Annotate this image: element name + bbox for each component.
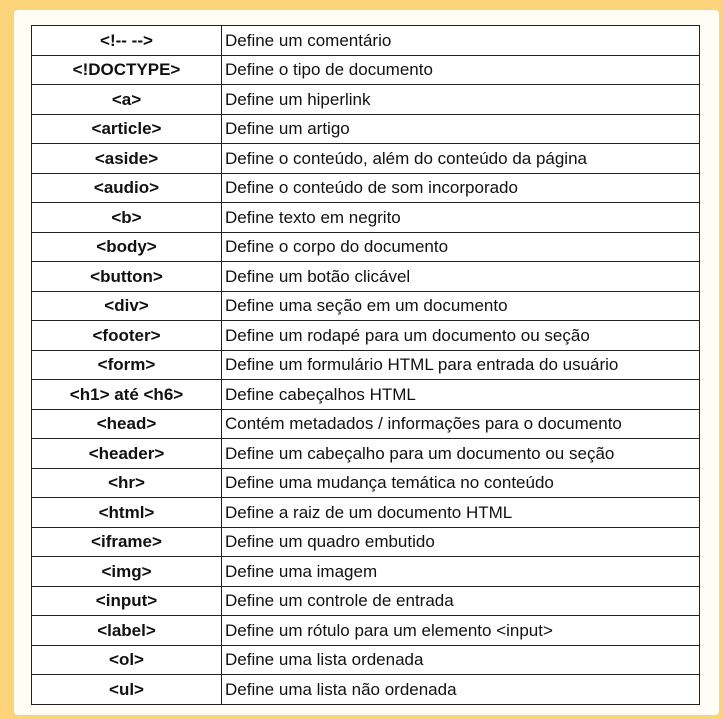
description-cell: Define um controle de entrada: [222, 586, 700, 616]
tag-cell: <label>: [32, 616, 222, 646]
table-row: [32, 409, 700, 439]
tag-cell: <input>: [32, 586, 222, 616]
html-tags-table: [31, 25, 700, 705]
description-cell: Define o tipo de documento: [222, 55, 700, 85]
tag-cell: <body>: [32, 232, 222, 262]
table-row: [32, 645, 700, 675]
table-row: [32, 498, 700, 528]
table-row: [32, 262, 700, 292]
tag-cell: <a>: [32, 85, 222, 115]
description-cell: Define uma seção em um documento: [222, 291, 700, 321]
table-row: [32, 232, 700, 262]
description-cell: Define um cabeçalho para um documento ou seção: [222, 439, 700, 469]
description-cell: Contém metadados / informações para o documento: [222, 409, 700, 439]
description-cell: Define uma mudança temática no conteúdo: [222, 468, 700, 498]
description-cell: Define cabeçalhos HTML: [222, 380, 700, 410]
description-cell: Define a raiz de um documento HTML: [222, 498, 700, 528]
table-row: [32, 55, 700, 85]
tag-cell: <ol>: [32, 645, 222, 675]
tag-cell: <audio>: [32, 173, 222, 203]
tag-cell: <header>: [32, 439, 222, 469]
description-cell: Define um formulário HTML para entrada do usuário: [222, 350, 700, 380]
table-row: [32, 380, 700, 410]
description-cell: Define texto em negrito: [222, 203, 700, 233]
tag-cell: <div>: [32, 291, 222, 321]
table-row: [32, 586, 700, 616]
tag-cell: <iframe>: [32, 527, 222, 557]
table-row: [32, 291, 700, 321]
tag-cell: <h1> até <h6>: [32, 380, 222, 410]
tag-cell: <!-- -->: [32, 26, 222, 56]
table-row: [32, 26, 700, 56]
description-cell: Define um artigo: [222, 114, 700, 144]
description-cell: Define o conteúdo, além do conteúdo da página: [222, 144, 700, 174]
table-row: [32, 557, 700, 587]
tag-cell: <article>: [32, 114, 222, 144]
description-cell: Define um comentário: [222, 26, 700, 56]
table-row: [32, 527, 700, 557]
table-row: [32, 439, 700, 469]
table-row: [32, 675, 700, 705]
description-cell: Define um hiperlink: [222, 85, 700, 115]
tag-cell: <footer>: [32, 321, 222, 351]
description-cell: Define uma imagem: [222, 557, 700, 587]
table-row: [32, 203, 700, 233]
table-row: [32, 321, 700, 351]
tag-cell: <hr>: [32, 468, 222, 498]
description-cell: Define o corpo do documento: [222, 232, 700, 262]
table-row: [32, 468, 700, 498]
description-cell: Define uma lista não ordenada: [222, 675, 700, 705]
description-cell: Define um rótulo para um elemento <input>: [222, 616, 700, 646]
table-row: [32, 144, 700, 174]
description-cell: Define um quadro embutido: [222, 527, 700, 557]
description-cell: Define um rodapé para um documento ou seção: [222, 321, 700, 351]
tag-cell: <button>: [32, 262, 222, 292]
tag-cell: <img>: [32, 557, 222, 587]
tag-cell: <form>: [32, 350, 222, 380]
tag-cell: <!DOCTYPE>: [32, 55, 222, 85]
table-row: [32, 350, 700, 380]
tag-cell: <html>: [32, 498, 222, 528]
table-row: [32, 114, 700, 144]
description-cell: Define o conteúdo de som incorporado: [222, 173, 700, 203]
tag-cell: <b>: [32, 203, 222, 233]
table-row: [32, 616, 700, 646]
tag-cell: <head>: [32, 409, 222, 439]
table-row: [32, 85, 700, 115]
tag-cell: <ul>: [32, 675, 222, 705]
tag-cell: <aside>: [32, 144, 222, 174]
description-cell: Define um botão clicável: [222, 262, 700, 292]
description-cell: Define uma lista ordenada: [222, 645, 700, 675]
table-row: [32, 173, 700, 203]
